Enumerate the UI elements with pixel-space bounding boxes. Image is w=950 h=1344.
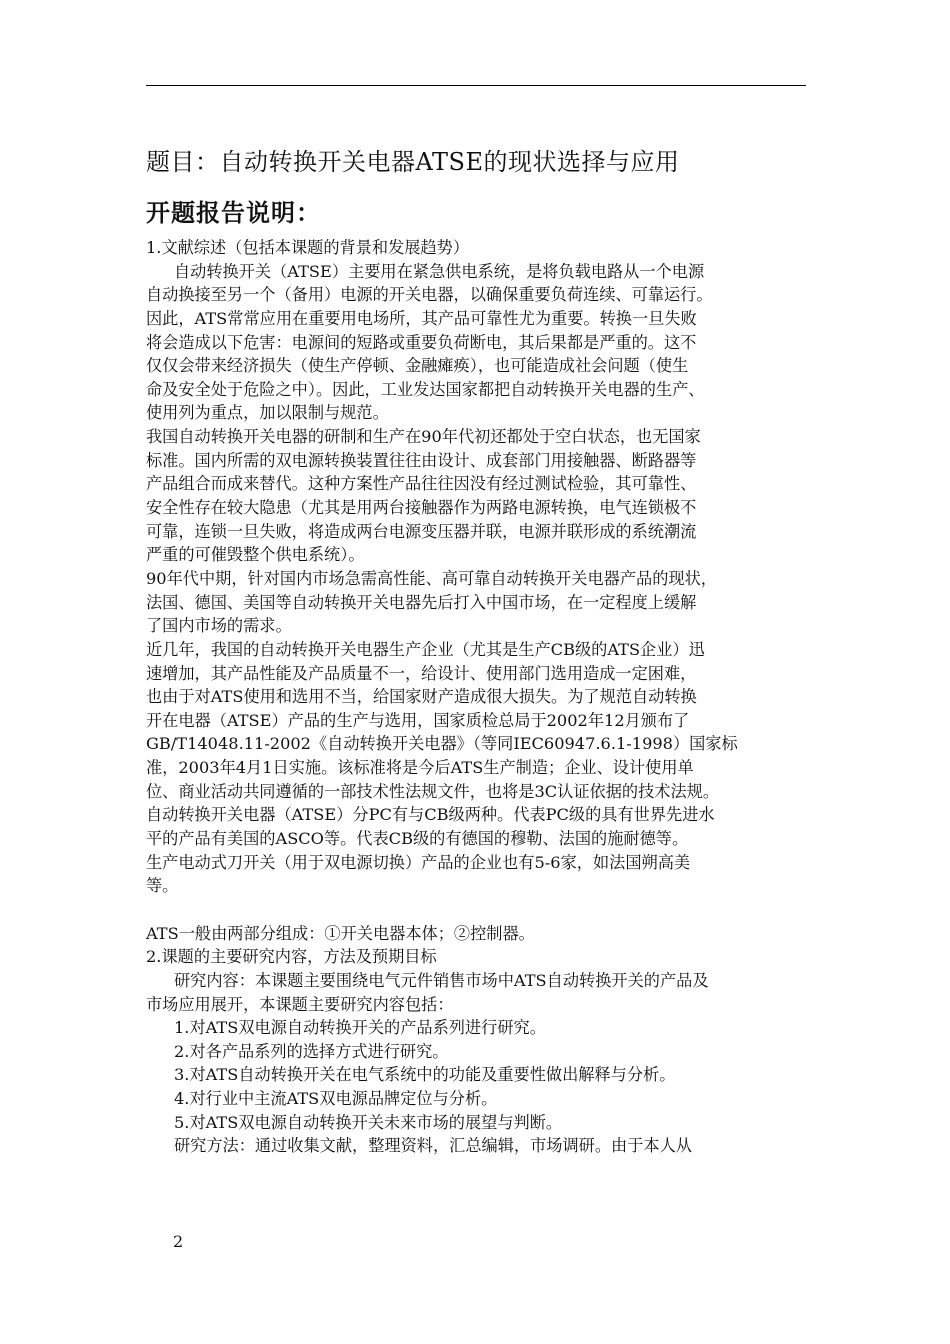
body-line: 仅仅会带来经济损失（使生产停顿、金融瘫痪），也可能造成社会问题（使生 — [146, 356, 689, 376]
body-line: 平的产品有美国的ASCO等。代表CB级的有德国的穆勒、法国的施耐德等。 — [146, 829, 689, 849]
body-line: 研究方法：通过收集文献，整理资料，汇总编辑，市场调研。由于本人从 — [174, 1136, 692, 1156]
body-text — [146, 236, 826, 1158]
body-line: ATS一般由两部分组成：①开关电器本体；②控制器。 — [146, 923, 535, 943]
body-line: 生产电动式刀开关（用于双电源切换）产品的企业也有5-6家，如法国朔高美 — [146, 852, 691, 872]
list-item: 4.对行业中主流ATS双电源品牌定位与分析。 — [174, 1089, 498, 1109]
body-line: 近几年，我国的自动转换开关电器生产企业（尤其是生产CB级的ATS企业）迅 — [146, 639, 705, 659]
body-line: 也由于对ATS使用和选用不当，给国家财产造成很大损失。为了规范自动转换 — [146, 687, 697, 707]
body-line: 准，2003年4月1日实施。该标准将是今后ATS生产制造；企业、设计使用单 — [146, 758, 694, 778]
body-line: 研究内容：本课题主要围绕电气元件销售市场中ATS自动转换开关的产品及 — [174, 970, 709, 990]
body-line: 1.文献综述（包括本课题的背景和发展趋势） — [146, 238, 470, 257]
list-item: 2.对各产品系列的选择方式进行研究。 — [174, 1041, 449, 1061]
body-line: GB/T14048.11-2002《自动转换开关电器》（等同IEC60947.6.1-1998）国家标 — [146, 734, 738, 754]
body-line: 自动转换开关电器（ATSE）分PC有与CB级两种。代表PC级的具有世界先进水 — [146, 805, 715, 825]
body-line: 自动换接至另一个（备用）电源的开关电器，以确保重要负荷连续、可靠运行。 — [146, 285, 713, 305]
body-line: 严重的可催毁整个供电系统）。 — [146, 545, 365, 565]
body-line: 等。 — [146, 876, 179, 896]
body-line: 2.课题的主要研究内容，方法及预期目标 — [146, 947, 437, 967]
body-line: 将会造成以下危害：电源间的短路或重要负荷断电，其后果都是严重的。这不 — [146, 332, 697, 352]
document-title: 题目：自动转换开关电器ATSE的现状选择与应用 — [146, 148, 680, 176]
page-number: 2 — [173, 1232, 184, 1251]
body-line: 市场应用展开，本课题主要研究内容包括： — [146, 994, 454, 1014]
body-line: 产品组合而成来替代。这种方案性产品往往因没有经过测试检验，其可靠性、 — [146, 474, 697, 494]
body-line: 自动转换开关（ATSE）主要用在紧急供电系统，是将负载电路从一个电源 — [174, 261, 705, 281]
section-heading: 开题报告说明： — [146, 199, 321, 227]
body-line: 因此，ATS常常应用在重要用电场所，其产品可靠性尤为重要。转换一旦失败 — [146, 308, 697, 328]
body-line: 90年代中期，针对国内市场急需高性能、高可靠自动转换开关电器产品的现状， — [146, 568, 717, 588]
body-line: 使用列为重点，加以限制与规范。 — [146, 403, 389, 423]
body-line: 标准。国内所需的双电源转换装置往往由设计、成套部门用接触器、断路器等 — [146, 450, 697, 470]
body-line: 法国、德国、美国等自动转换开关电器先后打入中国市场，在一定程度上缓解 — [146, 592, 697, 612]
body-line: 安全性存在较大隐患（尤其是用两台接触器作为两路电源转换，电气连锁极不 — [146, 498, 697, 518]
list-item: 1.对ATS双电源自动转换开关的产品系列进行研究。 — [174, 1018, 546, 1038]
header-rule — [146, 85, 806, 86]
blank-line — [146, 898, 826, 922]
body-line: 位、商业活动共同遵循的一部技术性法规文件，也将是3C认证依据的技术法规。 — [146, 781, 720, 801]
list-item: 5.对ATS双电源自动转换开关未来市场的展望与判断。 — [174, 1112, 563, 1132]
body-line: 开在电器（ATSE）产品的生产与选用，国家质检总局于2002年12月颁布了 — [146, 710, 690, 730]
body-line: 了国内市场的需求。 — [146, 616, 292, 636]
body-line: 命及安全处于危险之中）。因此，工业发达国家都把自动转换开关电器的生产、 — [146, 379, 705, 399]
list-item: 3.对ATS自动转换开关在电气系统中的功能及重要性做出解释与分析。 — [174, 1065, 676, 1085]
body-line: 可靠，连锁一旦失败，将造成两台电源变压器并联，电源并联形成的系统潮流 — [146, 521, 697, 541]
body-line: 速增加，其产品性能及产品质量不一，给设计、使用部门选用造成一定困难， — [146, 663, 697, 683]
body-line: 我国自动转换开关电器的研制和生产在90年代初还都处于空白状态，也无国家 — [146, 427, 701, 447]
